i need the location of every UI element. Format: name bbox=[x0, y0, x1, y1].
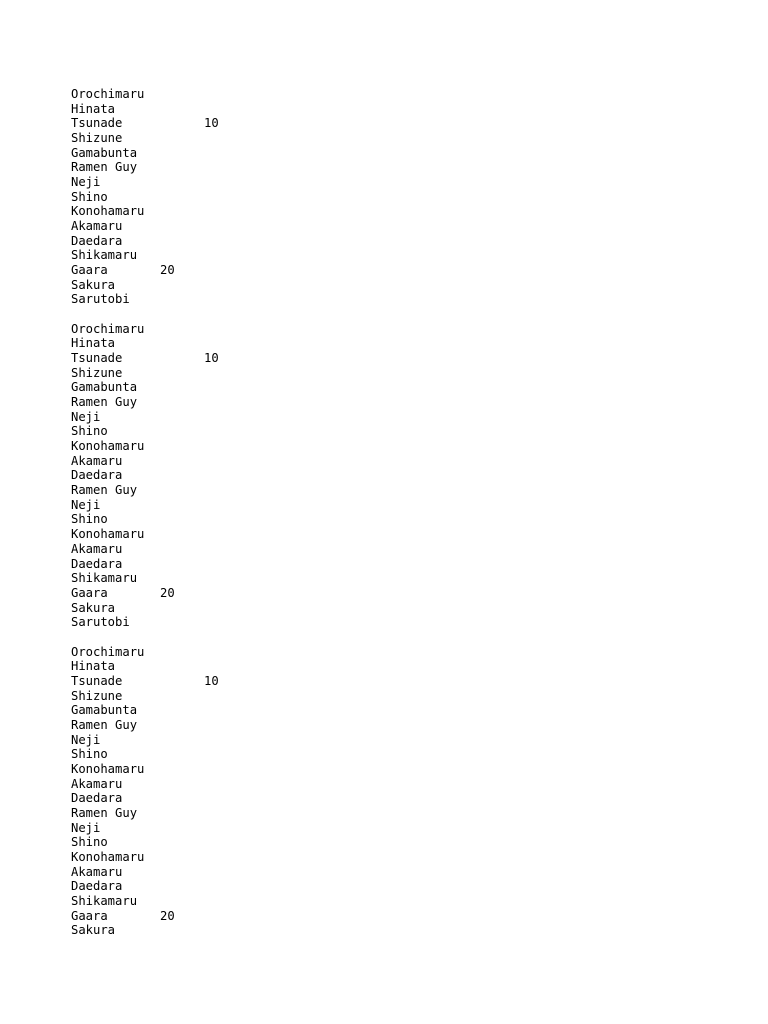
character-name: Gamabunta bbox=[71, 145, 138, 160]
character-name: Hinata bbox=[71, 101, 116, 116]
character-value: 20 bbox=[160, 585, 175, 600]
character-name: Gamabunta bbox=[71, 703, 138, 718]
character-name: Akamaru bbox=[71, 864, 123, 879]
character-name: Daedara bbox=[71, 879, 123, 894]
character-name: Neji bbox=[71, 409, 101, 424]
character-name: Neji bbox=[71, 820, 101, 835]
character-name: Shino bbox=[71, 747, 108, 762]
character-name: Shizune bbox=[71, 131, 123, 146]
character-name: Shino bbox=[71, 189, 108, 204]
character-name: Neji bbox=[71, 175, 101, 190]
character-name: Daedara bbox=[71, 791, 123, 806]
character-name: Shizune bbox=[71, 365, 123, 380]
character-name: Sakura bbox=[71, 923, 116, 938]
character-value: 20 bbox=[160, 908, 175, 923]
character-name: Shizune bbox=[71, 688, 123, 703]
character-name: Ramen Guy bbox=[71, 805, 138, 820]
character-name: Tsunade bbox=[71, 673, 123, 688]
character-name: Tsunade bbox=[71, 116, 123, 131]
character-name: Orochimaru bbox=[71, 87, 145, 101]
character-name: Neji bbox=[71, 732, 101, 747]
character-name: Gaara bbox=[71, 908, 108, 923]
character-name: Gamabunta bbox=[71, 380, 138, 395]
character-name: Akamaru bbox=[71, 453, 123, 468]
character-name: Sakura bbox=[71, 600, 116, 615]
character-name: Orochimaru bbox=[71, 321, 145, 336]
character-name: Gaara bbox=[71, 585, 108, 600]
character-name: Akamaru bbox=[71, 541, 123, 556]
character-name: Shino bbox=[71, 835, 108, 850]
character-name: Konohamaru bbox=[71, 849, 145, 864]
character-name: Gaara bbox=[71, 263, 108, 278]
character-name: Shikamaru bbox=[71, 248, 138, 263]
character-name: Shikamaru bbox=[71, 893, 138, 908]
character-name: Tsunade bbox=[71, 351, 123, 366]
character-name: Ramen Guy bbox=[71, 160, 138, 175]
character-name: Orochimaru bbox=[71, 644, 145, 659]
character-name: Sakura bbox=[71, 277, 116, 292]
character-name: Daedara bbox=[71, 468, 123, 483]
character-name: Hinata bbox=[71, 659, 116, 674]
character-name: Konohamaru bbox=[71, 439, 145, 454]
character-name: Neji bbox=[71, 497, 101, 512]
character-name: Sarutobi bbox=[71, 615, 130, 630]
character-name: Shino bbox=[71, 512, 108, 527]
character-value: 20 bbox=[160, 263, 175, 278]
character-name: Daedara bbox=[71, 556, 123, 571]
character-value: 10 bbox=[204, 116, 219, 131]
character-name: Ramen Guy bbox=[71, 717, 138, 732]
character-name: Ramen Guy bbox=[71, 395, 138, 410]
character-name: Daedara bbox=[71, 233, 123, 248]
character-value: 10 bbox=[204, 673, 219, 688]
character-name: Konohamaru bbox=[71, 761, 145, 776]
character-name: Sarutobi bbox=[71, 292, 130, 307]
character-name: Shikamaru bbox=[71, 571, 138, 586]
character-name: Akamaru bbox=[71, 219, 123, 234]
character-name: Hinata bbox=[71, 336, 116, 351]
character-name: Konohamaru bbox=[71, 204, 145, 219]
character-name: Akamaru bbox=[71, 776, 123, 791]
character-value: 10 bbox=[204, 351, 219, 366]
character-name: Shino bbox=[71, 424, 108, 439]
character-name: Ramen Guy bbox=[71, 483, 138, 498]
character-name: Konohamaru bbox=[71, 527, 145, 542]
